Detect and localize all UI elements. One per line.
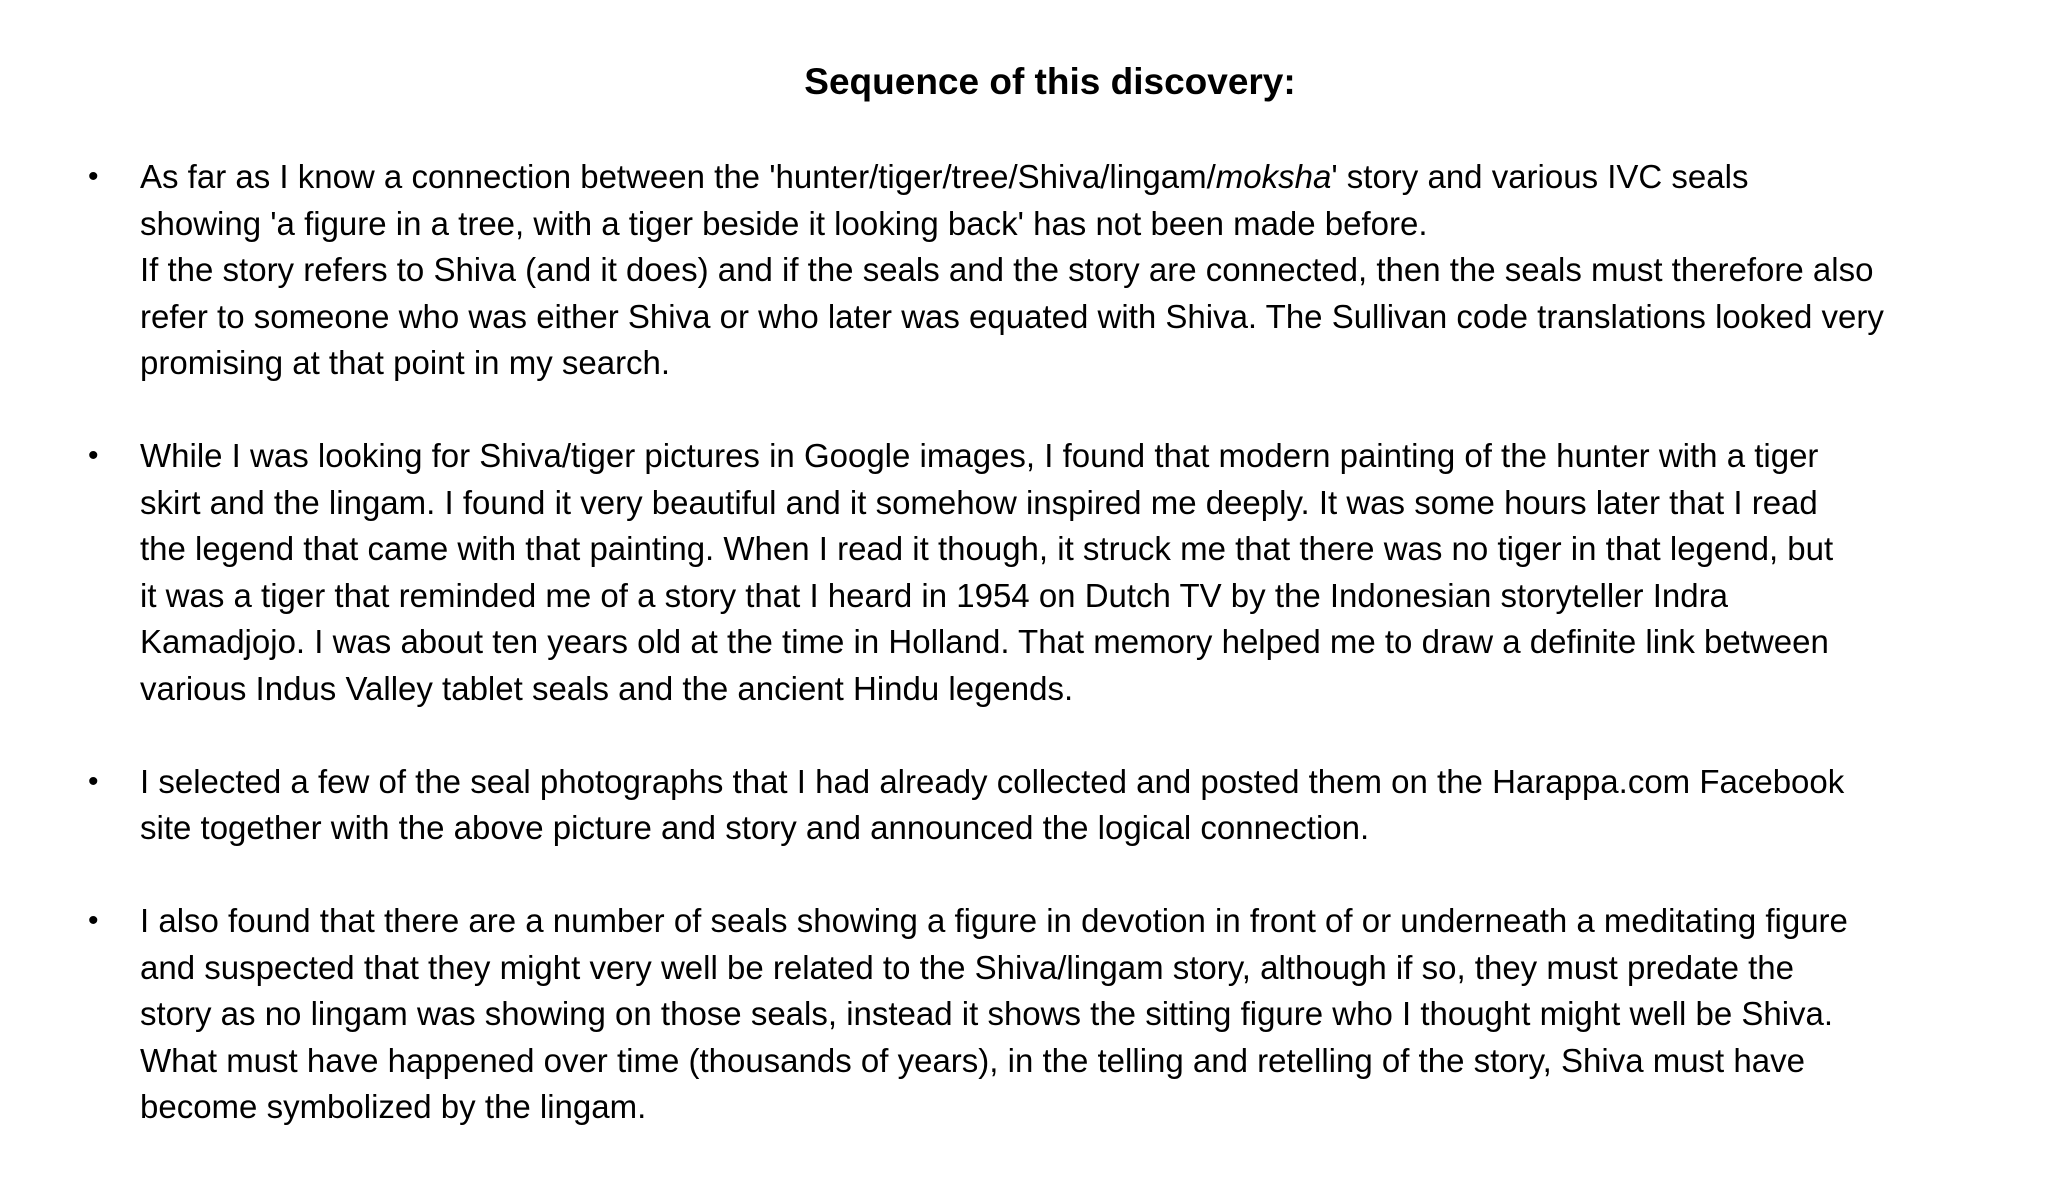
bullet-dot: • [88,764,99,798]
bullet-item [88,759,2028,852]
bullet-text [140,154,2028,387]
text-line: I selected a few of the seal photographs that I had already collected and posted them on the Harappa.com Facebook [140,762,1845,800]
text-line: the legend that came with that painting. When I read it though, it struck me that there was no tiger in that legend, but [140,530,1834,567]
text-line: If the story refers to Shiva (and it does) and if the seals and the story are connected, then the seals must therefore also [140,251,1874,288]
text-line: Kamadjojo. I was about ten years old at the time in Holland. That memory helped me to draw a definite link between [140,623,1829,660]
bullet-dot: • [88,160,99,193]
italic-term: moksha [1215,158,1332,195]
text-line: become symbolized by the lingam. [140,1088,647,1125]
text-line: various Indus Valley tablet seals and the ancient Hindu legends. [140,669,1074,707]
slide-title: Sequence of this discovery: [804,61,1296,102]
bullet-item [88,433,2028,712]
bullet-text [140,759,2028,852]
text-line: site together with the above picture and story and announced the logical connection. [140,809,1370,846]
text-line: it was a tiger that reminded me of a story that I heard in 1954 on Dutch TV by the Indonesian storyteller Indra [140,576,1728,614]
bullet-item [88,898,2028,1131]
text-line: showing 'a figure in a tree, with a tiger beside it looking back' has not been made before. [140,204,1428,242]
text-line: story as no lingam was showing on those seals, instead it shows the sitting figure who I thought might well be Shiva. [140,995,1834,1032]
bullet-dot: • [88,439,99,472]
bullet-dot: • [88,904,99,937]
bullet-text [140,433,2028,712]
text-line: skirt and the lingam. I found it very beautiful and it somehow inspired me deeply. It was some hours later that I read [140,483,1818,521]
text-line: While I was looking for Shiva/tiger pictures in Google images, I found that modern painting of the hunter with a tiger [140,437,1819,474]
bullet-list [88,154,2028,1177]
bullet-text [140,898,2028,1131]
text-line: refer to someone who was either Shiva or who later was equated with Shiva. The Sullivan code translations looked very [140,297,1884,335]
text-line [140,154,2028,201]
text-segment: ' story and various IVC seals [1331,158,1749,195]
bullet-item [88,154,2028,387]
text-line: and suspected that they might very well be related to the Shiva/lingam story, although if so, they must predate the [140,948,1794,986]
text-segment: As far as I know a connection between the 'hunter/tiger/tree/Shiva/lingam/ [140,158,1216,195]
text-line: I also found that there are a number of seals showing a figure in devotion in front of or underneath a meditating figure [140,902,1848,939]
text-line: What must have happened over time (thousands of years), in the telling and retelling of the story, Shiva must have [140,1041,1805,1079]
text-line: promising at that point in my search. [140,344,671,381]
